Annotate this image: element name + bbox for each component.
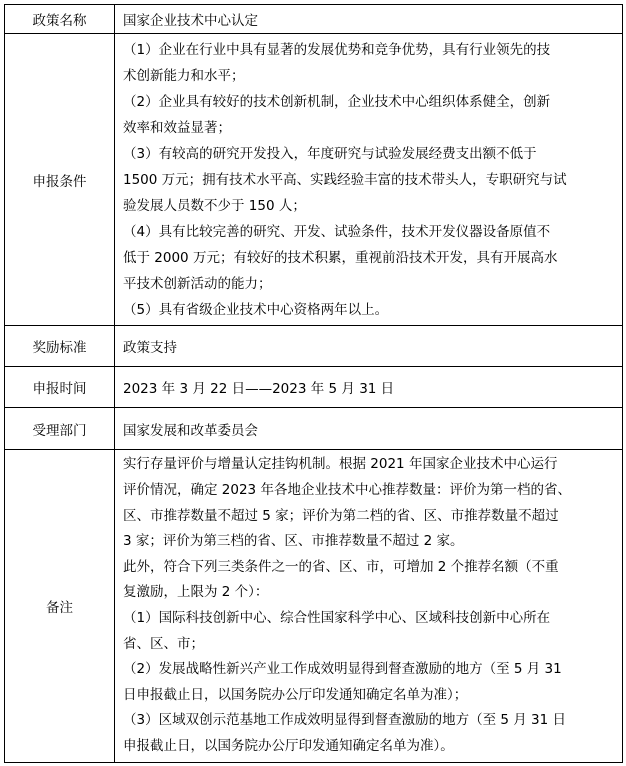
condition-line: 平技术创新活动的能力； <box>123 275 272 292</box>
row-reward <box>5 326 623 367</box>
row-conditions <box>5 34 623 326</box>
condition-line: （2）企业具有较好的技术创新机制，企业技术中心组织体系健全，创新 <box>123 93 551 110</box>
note-line: 复激励，上限为 2 个）： <box>123 584 269 601</box>
conditions-label: 申报条件 <box>5 34 115 326</box>
reward-label: 奖励标准 <box>5 326 115 367</box>
notes-value <box>115 450 623 763</box>
department-label: 受理部门 <box>5 408 115 450</box>
condition-line: （5）具有省级企业技术中心资格两年以上。 <box>123 301 389 318</box>
condition-line: 低于 2000 万元；有较好的技术积累，重视前沿技术开发，具有开展高水 <box>123 249 558 266</box>
condition-line: 术创新能力和水平； <box>123 67 245 84</box>
note-line: 评价情况，确定 2023 年各地企业技术中心推荐数量：评价为第一档的省、 <box>123 482 571 499</box>
condition-line: （1）企业在行业中具有显著的发展优势和竞争优势，具有行业领先的技 <box>123 41 551 58</box>
reward-value: 政策支持 <box>115 326 623 367</box>
row-department <box>5 408 623 450</box>
policy-table <box>4 4 623 763</box>
condition-line: 验发展人员数不少于 150 人； <box>123 197 306 214</box>
row-policy-name <box>5 5 623 34</box>
note-line: （1）国际科技创新中心、综合性国家科学中心、区域科技创新中心所在 <box>123 610 551 626</box>
time-label: 申报时间 <box>5 367 115 408</box>
time-value: 2023 年 3 月 22 日——2023 年 5 月 31 日 <box>115 367 623 408</box>
policy-name-value: 国家企业技术中心认定 <box>115 5 623 34</box>
note-line: 申报截止日，以国务院办公厅印发通知确定名单为准）。 <box>123 737 454 754</box>
policy-name-label: 政策名称 <box>5 5 115 34</box>
condition-line: （4）具有比较完善的研究、开发、试验条件，技术开发仪器设备原值不 <box>123 223 551 240</box>
row-notes <box>5 450 623 763</box>
note-line: （2）发展战略性新兴产业工作成效明显得到督查激励的地方（至 5 月 31 <box>123 661 562 678</box>
condition-line: 效率和效益显著； <box>123 119 231 136</box>
conditions-value <box>115 34 623 326</box>
note-line: 实行存量评价与增量认定挂钩机制。根据 2021 年国家企业技术中心运行 <box>123 456 558 473</box>
department-value: 国家发展和改革委员会 <box>115 408 623 450</box>
note-line: 3 家；评价为第三档的省、区、市推荐数量不超过 2 家。 <box>123 533 464 550</box>
note-line: 省、区、市； <box>123 635 204 652</box>
note-line: （3）区域双创示范基地工作成效明显得到督查激励的地方（至 5 月 31 日 <box>123 712 567 729</box>
condition-line: 1500 万元；拥有技术水平高、实践经验丰富的技术带头人，专职研究与试 <box>123 171 567 188</box>
notes-label: 备注 <box>5 450 115 763</box>
condition-line: （3）有较高的研究开发投入，年度研究与试验发展经费支出额不低于 <box>123 145 537 162</box>
note-line: 区、市推荐数量不超过 5 家；评价为第二档的省、区、市推荐数量不超过 <box>123 507 559 524</box>
note-line: 此外，符合下列三类条件之一的省、区、市，可增加 2 个推荐名额（不重 <box>123 558 559 575</box>
note-line: 日申报截止日，以国务院办公厅印发通知确定名单为准）； <box>123 686 468 703</box>
row-time <box>5 367 623 408</box>
